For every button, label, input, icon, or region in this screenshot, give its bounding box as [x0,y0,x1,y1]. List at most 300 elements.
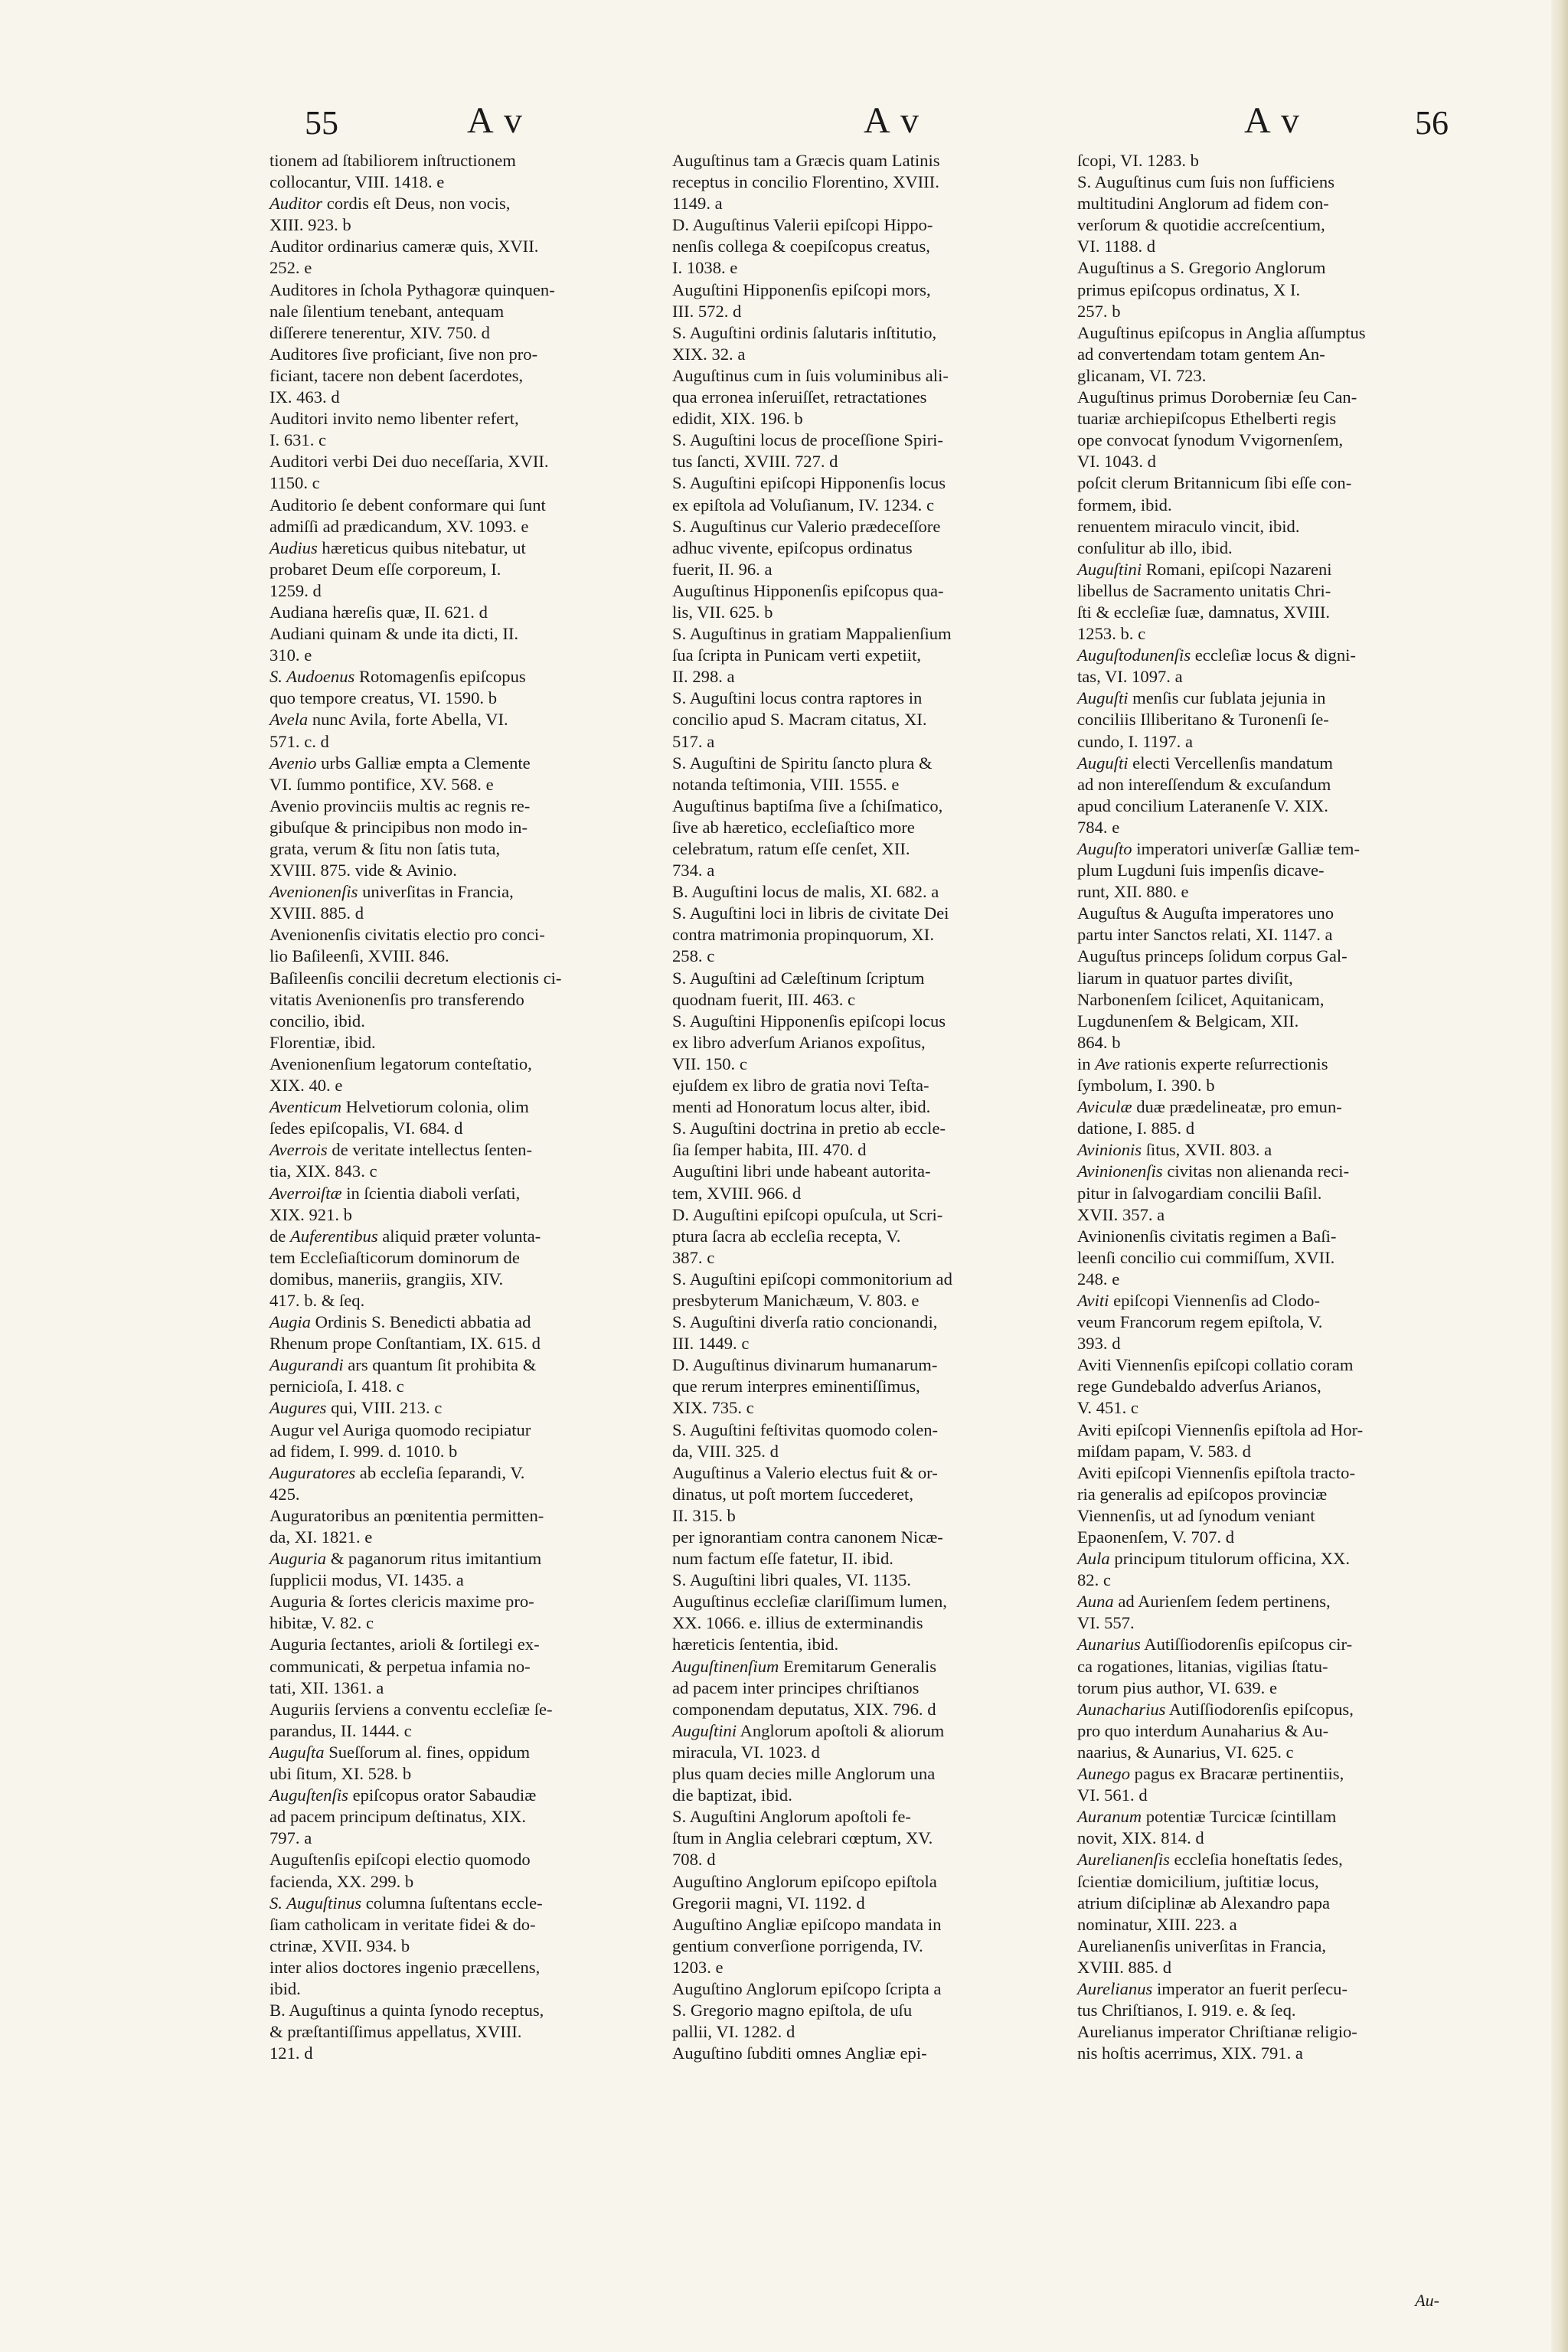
index-entry-line: Auguſtinus epiſcopus in Anglia aſſumptus [1077,322,1366,342]
index-entry [270,1699,666,1742]
index-entry-line: menti ad Honoratum locus alter, ibid. [672,1097,931,1117]
index-entry-line: Auguria ſectantes, arioli & ſortilegi ex- [270,1635,540,1655]
index-entry-line: S. Auguſtini epiſcopi commonitorium ad [672,1269,952,1289]
index-entry-line: conciliis Illiberitano & Turonenſi ſe- [1077,710,1329,730]
index-entry [270,666,666,709]
index-entry-line: nale ſilentium tenebant, antequam [270,301,505,321]
index-keyword: Auguſtini [1077,559,1142,579]
catchword: Au- [1415,2291,1439,2310]
index-entry-line: tus Chriſtianos, I. 919. e. & ſeq. [1077,2001,1296,2020]
index-entry-line: S. Gregorio magno epiſtola, de uſu [672,2001,913,2020]
index-entry-line: Aunarius Autiſſiodorenſis epiſcopus cir- [1077,1635,1353,1655]
index-entry-line: Viennenſis, ut ad ſynodum veniant [1077,1505,1315,1525]
index-entry-line: plus quam decies mille Anglorum una [672,1764,936,1784]
index-entry-line: notanda teſtimonia, VIII. 1555. e [672,774,900,794]
index-entry-line: V. 451. c [1077,1398,1138,1418]
index-entry [672,1419,1070,1462]
index-entry [672,214,1070,279]
index-entry-line: Auguſtinus baptiſma ſive a ſchiſmatico, [672,795,943,815]
index-entry-line: tia, XIX. 843. c [270,1161,377,1181]
index-entry-line: III. 1449. c [672,1334,750,1354]
index-keyword: Auditor [270,194,323,214]
index-entry [270,1054,666,1096]
index-entry-line: Audiani quinam & unde ita dicti, II. [270,624,519,644]
index-keyword: Aunacharius [1077,1699,1166,1719]
index-entry-line: ſive ab hæretico, eccleſiaſtico more [672,817,915,837]
index-entry-line: primus epiſcopus ordinatus, X I. [1077,279,1301,299]
index-entry-line: ca rogationes, litanias, vigilias ſtatu- [1077,1656,1328,1676]
index-entry-line: Avinionenſis civitas non alienanda reci- [1077,1161,1350,1181]
index-entry-line: concilio apud S. Macram citatus, XI. [672,710,927,730]
index-entry [1077,1419,1475,1462]
index-entry [672,1570,1070,1591]
index-entry-line: 864. b [1077,1032,1121,1052]
index-entry-line: XIX. 921. b [270,1204,352,1224]
index-keyword: Averrois [270,1140,328,1160]
index-entry-line: Audius hæreticus quibus nitebatur, ut [270,537,526,557]
index-entry [1077,1054,1475,1096]
index-keyword: Averroiſtæ [270,1183,342,1203]
index-entry-line: leenſi concilio cui commiſſum, XVII. [1077,1247,1335,1267]
index-entry-line: S. Auguſtini Hipponenſis epiſcopi locus [672,1011,946,1031]
index-entry [672,1075,1070,1118]
index-entry-line: D. Auguſtinus divinarum humanarum- [672,1355,938,1375]
index-entry-line: 248. e [1077,1269,1120,1289]
index-entry-line: vitatis Avenionenſis pro transferendo [270,989,524,1009]
index-entry [270,451,666,494]
index-entry [672,1591,1070,1655]
index-entry-line: S. Auguſtinus cum ſuis non ſufficiens [1077,172,1334,192]
index-entry [672,1269,1070,1312]
index-entry-line: tem Eccleſiaſticorum dominorum de [270,1247,520,1267]
index-entry-line: tem, XVIII. 966. d [672,1183,802,1203]
index-entry [672,1312,1070,1354]
index-entry [270,279,666,344]
index-entry-line: poſcit clerum Britannicum ſibi eſſe con- [1077,473,1352,493]
index-entry-line: Avenionenſis civitatis electio pro conci- [270,925,545,945]
index-entry-line: Audiana hæreſis quæ, II. 621. d [270,602,488,622]
index-entry-line: II. 315. b [672,1505,736,1525]
index-keyword: Auranum [1077,1807,1142,1827]
index-keyword: Auguſti [1077,688,1129,708]
index-entry-line: hæreticis ſententia, ibid. [672,1635,839,1655]
index-entry-line: D. Auguſtini epiſcopi opuſcula, ut Scri- [672,1204,943,1224]
index-entry-line: pallii, VI. 1282. d [672,2022,795,2042]
index-entry [1077,645,1475,688]
index-entry [270,495,666,537]
index-entry-line: IX. 463. d [270,387,340,407]
index-entry-line: XIII. 923. b [270,215,351,235]
index-entry-line: nominatur, XIII. 223. a [1077,1914,1237,1934]
index-entry-line: pro quo interdum Aunaharius & Au- [1077,1720,1329,1740]
index-entry-line: S. Audoenus Rotomagenſis epiſcopus [270,667,526,687]
index-entry-line: conſulitur ab illo, ibid. [1077,537,1233,557]
index-entry [1077,322,1475,387]
index-entry-line: lis, VII. 625. b [672,602,773,622]
index-entry [672,1118,1070,1161]
index-column-1 [270,150,666,2064]
index-entry-line: Rhenum prope Conſtantiam, IX. 615. d [270,1334,541,1354]
index-entry [1077,1548,1475,1591]
index-entry [270,1462,666,1505]
index-entry-line: qua erronea inſeruiſſet, retractationes [672,387,927,407]
index-entry-line: ſiam catholicam in veritate fidei & do- [270,1914,536,1934]
index-entry-line: libellus de Sacramento unitatis Chri- [1077,580,1331,600]
index-entry-line: S. Auguſtini libri quales, VI. 1135. [672,1570,911,1590]
index-entry [1077,1096,1475,1139]
index-entry [270,1957,666,2000]
index-entry [1077,1462,1475,1548]
index-entry-line: VI. ſummo pontifice, XV. 568. e [270,774,494,794]
index-entry-line: torum pius author, VI. 639. e [1077,1677,1277,1697]
index-entry [270,1096,666,1139]
index-entry [1077,516,1475,537]
index-entry-line: admiſſi ad prædicandum, XV. 1093. e [270,516,529,536]
index-entry-line: Augia Ordinis S. Benedicti abbatia ad [270,1312,531,1332]
index-entry-line: ſua ſcripta in Punicam verti expetiit, [672,645,922,665]
index-entry [1077,1139,1475,1161]
index-entry [672,881,1070,903]
index-entry-line: I. 1038. e [672,258,738,278]
index-entry [672,472,1070,515]
index-entry-line: que rerum interpres eminentiſſimus, [672,1377,920,1396]
index-entry-line: XVIII. 885. d [270,903,364,923]
index-entry [270,1591,666,1634]
index-entry [270,193,666,236]
index-entry-line: Auguſtinus a Valerio electus fuit & or- [672,1462,938,1482]
index-entry-line: inter alios doctores ingenio præcellens, [270,1957,541,1977]
index-entry-line: 571. c. d [270,731,329,751]
index-entry-line: Auguſti electi Vercellenſis mandatum [1077,753,1334,773]
index-entry-line: 310. e [270,645,312,665]
index-entry [672,516,1070,580]
index-keyword: Auguſti [1077,753,1129,773]
index-entry-line: veum Francorum regem epiſtola, V. [1077,1312,1323,1332]
index-entry-line: VI. 1043. d [1077,452,1156,472]
index-entry-line: Auguſtinus cum in ſuis voluminibus ali- [672,365,949,385]
index-entry [672,1354,1070,1419]
index-entry [1077,1354,1475,1419]
index-entry [270,236,666,279]
index-entry-line: Aurelianus imperator an fuerit perſecu- [1077,1978,1348,1998]
index-entry [1077,1226,1475,1290]
index-entry-line: 82. c [1077,1570,1111,1590]
index-entry-line: diſſerere tenerentur, XIV. 750. d [270,322,490,342]
index-entry [1077,257,1475,322]
index-entry-line: Auguſtino Angliæ epiſcopo mandata in [672,1914,942,1934]
index-entry-line: Auguſtinus Hipponenſis epiſcopus qua- [672,580,944,600]
index-entry-line: Aula principum titulorum officina, XX. [1077,1549,1351,1569]
index-entry-line: Avenionenſis univerſitas in Francia, [270,882,514,902]
index-entry [1077,1699,1475,1763]
index-entry-line: grata, verum & ſitu non ſatis tuta, [270,839,501,858]
index-entry-line: ſcopi, VI. 1283. b [1077,151,1199,170]
index-entry-line: Auditor cordis eſt Deus, non vocis, [270,194,511,214]
index-entry-line: Auguratoribus an pœnitentia permitten- [270,1505,544,1525]
index-entry-line: Florentiæ, ibid. [270,1032,376,1052]
index-entry [672,1978,1070,2043]
index-entry-line: pitur in ſalvogardiam concilii Baſil. [1077,1183,1322,1203]
index-entry-line: S. Auguſtini Anglorum apoſtoli fe- [672,1807,911,1827]
index-entry-line: facienda, XX. 299. b [270,1871,414,1891]
index-entry-line: parandus, II. 1444. c [270,1720,412,1740]
index-entry-line: quo tempore creatus, VI. 1590. b [270,688,497,708]
index-entry-line: Aunacharius Autiſſiodorenſis epiſcopus, [1077,1699,1354,1719]
index-entry-line: cundo, I. 1197. a [1077,731,1194,751]
index-entry-line: tati, XII. 1361. a [270,1677,384,1697]
index-entry-line: VI. 557. [1077,1613,1135,1633]
index-entry [672,150,1070,214]
index-entry-line: Auguſta Sueſſorum al. fines, oppidum [270,1742,531,1762]
index-entry-line: communicati, & perpetua infamia no- [270,1656,531,1676]
index-entry-line: Auguſtino Anglorum epiſcopo epiſtola [672,1871,937,1891]
index-entry-line: novit, XIX. 814. d [1077,1828,1204,1848]
index-entry-line: VI. 1188. d [1077,237,1156,256]
index-keyword: Audius [270,537,318,557]
index-entry-line: B. Auguſtinus a quinta ſynodo receptus, [270,2001,544,2020]
index-keyword: Aurelianus [1077,1978,1153,1998]
index-entry-line: componendam deputatus, XIX. 796. d [672,1699,936,1719]
index-entry-line: Avenionenſium legatorum conteſtatio, [270,1054,532,1073]
index-keyword: Avenionenſis [270,882,358,902]
index-entry-line: Avinionis ſitus, XVII. 803. a [1077,1140,1272,1160]
index-entry [672,2043,1070,2064]
index-keyword: Augures [270,1398,327,1418]
index-entry-line: Auguria & ſortes clericis maxime pro- [270,1592,534,1612]
index-entry [672,968,1070,1011]
index-entry-line: num factum eſſe fatetur, II. ibid. [672,1549,893,1569]
index-keyword: Auna [1077,1592,1114,1612]
index-entry-line: XIX. 40. e [270,1076,343,1096]
index-entry [1077,1978,1475,2021]
index-entry-line: Avenio provinciis multis ac regnis re- [270,795,531,815]
index-keyword: Auguſtodunenſis [1077,645,1191,665]
index-keyword: Avela [270,710,309,730]
index-entry-line: Aviti Viennenſis epiſcopi collatio coram [1077,1355,1354,1375]
index-entry-line: S. Auguſtinus columna ſuſtentans eccle- [270,1893,543,1913]
index-entry [270,623,666,666]
index-entry-line: ibid. [270,1978,301,1998]
index-entry-line: ad pacem inter principes chriſtianos [672,1677,920,1697]
index-entry-line: Aurelianenſis eccleſia honeſtatis ſedes, [1077,1850,1343,1870]
index-entry-line: edidit, XIX. 196. b [672,409,803,429]
index-entry [270,795,666,881]
index-entry-line: Averrois de veritate intellectus ſenten- [270,1140,532,1160]
index-keyword: Augurandi [270,1355,344,1375]
index-entry-line: ex epiſtola ad Voluſianum, IV. 1234. c [672,495,935,514]
index-entry-line: pernicioſa, I. 418. c [270,1377,404,1396]
index-entry-line: ſedes epiſcopalis, VI. 684. d [270,1119,463,1138]
index-entry [270,344,666,408]
page-number-left: 55 [305,104,338,142]
index-entry-line: 387. c [672,1247,715,1267]
index-keyword: Aula [1077,1549,1110,1569]
index-entry-line: ad fidem, I. 999. d. 1010. b [270,1441,458,1461]
index-entry-line: 734. a [672,861,715,880]
index-entry [270,968,666,1054]
index-entry-line: de Auferentibus aliquid præter volunta- [270,1226,541,1246]
index-keyword: S. Auguſtinus [270,1893,362,1913]
index-entry-line: tuariæ archiepiſcopus Ethelberti regis [1077,409,1337,429]
index-entry-line: receptus in concilio Florentino, XVIII. [672,172,939,192]
index-entry [270,1312,666,1354]
index-entry [672,1763,1070,1806]
index-keyword: Aviculæ [1077,1097,1132,1117]
index-keyword: Avinionenſis [1077,1161,1163,1181]
index-entry-line: XVIII. 885. d [1077,1957,1171,1977]
index-entry-line: ſcientiæ domicilium, juſtitiæ locus, [1077,1871,1319,1891]
index-entry-line: S. Auguſtini locus contra raptores in [672,688,923,708]
index-entry-line: contra matrimonia propinquorum, XI. [672,925,934,945]
index-keyword: Auguſta [270,1742,325,1762]
index-keyword: Avenio [270,753,317,773]
index-entry-line: Epaonenſem, V. 707. d [1077,1527,1234,1547]
index-entry-line: Auguſtini Anglorum apoſtoli & aliorum [672,1720,945,1740]
index-entry-line: S. Auguſtinus in gratiam Mappalienſium [672,624,952,644]
index-entry [1077,1161,1475,1225]
index-entry [672,903,1070,967]
index-entry-line: Aunego pagus ex Bracaræ pertinentiis, [1077,1764,1344,1784]
index-entry-line: ad non intereſſendum & excuſandum [1077,774,1331,794]
index-entry-line: XVIII. 875. vide & Avinio. [270,861,457,880]
index-entry [672,1914,1070,1978]
index-entry [270,2000,666,2064]
index-entry-line: 393. d [1077,1334,1121,1354]
index-entry-line: runt, XII. 880. e [1077,882,1189,902]
index-entry-line: Auguſtino Anglorum epiſcopo ſcripta a [672,1978,942,1998]
index-entry-line: Auguria & paganorum ritus imitantium [270,1549,542,1569]
index-entry-line: nenſis collega & coepiſcopus creatus, [672,237,930,256]
index-entry-line: XX. 1066. e. illius de exterminandis [672,1613,923,1633]
index-entry-line: 121. d [270,2043,313,2063]
index-entry-line: & præſtantiſſimus appellatus, XVIII. [270,2022,522,2042]
index-entry-line: liarum in quatuor partes diviſit, [1077,968,1293,988]
index-entry-line: adhuc vivente, epiſcopus ordinatus [672,537,913,557]
index-entry [270,1226,666,1312]
index-entry-line: S. Auguſtini ordinis ſalutaris inſtitutio, [672,322,937,342]
index-entry-line: miracula, VI. 1023. d [672,1742,820,1762]
index-entry-line: gibuſque & principibus non modo in- [270,817,528,837]
index-entry [270,1354,666,1397]
index-entry-line: Auguratores ab eccleſia ſeparandi, V. [270,1462,525,1482]
index-entry-line: S. Auguſtini loci in libris de civitate Dei [672,903,949,923]
index-entry [1077,387,1475,472]
index-keyword: S. Audoenus [270,667,355,687]
index-entry-line: 1253. b. c [1077,624,1146,644]
index-entry-line: Aurelianenſis univerſitas in Francia, [1077,1936,1327,1955]
index-entry-line: Lugdunenſem & Belgicam, XII. [1077,1011,1299,1031]
index-entry-line: ctrinæ, XVII. 934. b [270,1936,410,1955]
index-keyword: Aunego [1077,1764,1131,1784]
running-head-right: A v [1244,100,1302,141]
index-entry [1077,1591,1475,1634]
index-keyword: Auguſto [1077,839,1132,858]
index-entry-line: Auguſtinus tam a Græcis quam Latinis [672,151,940,170]
index-entry-line: ſti & eccleſiæ ſuæ, damnatus, XVIII. [1077,602,1331,622]
index-entry-line: 257. b [1077,301,1121,321]
index-keyword: Aurelianenſis [1077,1850,1170,1870]
index-entry-line: Auna ad Aurienſem ſedem pertinens, [1077,1592,1331,1612]
index-entry [672,365,1070,430]
index-entry-line: partu inter Sanctos relati, XI. 1147. a [1077,925,1333,945]
index-entry-line: glicanam, VI. 723. [1077,365,1207,385]
index-entry [672,753,1070,795]
index-entry-line: 425. [270,1484,300,1504]
index-entry-line: VII. 150. c [672,1054,747,1073]
index-entry-line: D. Auguſtinus Valerii epiſcopi Hippo- [672,215,933,235]
index-entry-line: Baſileenſis concilii decretum electionis ci- [270,968,562,988]
index-entry-line: Aurelianus imperator Chriſtianæ religio- [1077,2022,1357,2042]
index-entry [672,795,1070,881]
index-entry [1077,1634,1475,1698]
index-entry-line: Auguſtus princeps ſolidum corpus Gal- [1077,946,1348,966]
index-entry-line: per ignorantiam contra canonem Nicæ- [672,1527,943,1547]
index-keyword: Ave [1095,1054,1120,1073]
index-entry [270,1849,666,1892]
index-entry-line: XVII. 357. a [1077,1204,1165,1224]
index-keyword: Auguſtenſis [270,1785,348,1805]
index-entry-line: Avela nunc Avila, forte Abella, VI. [270,710,508,730]
index-keyword: Auferentibus [289,1226,378,1246]
index-entry [270,1183,666,1226]
index-entry-line: S. Auguſtinus cur Valerio prædeceſſore [672,516,941,536]
index-entry-line: 252. e [270,258,312,278]
index-keyword: Auguſtini [672,1720,737,1740]
index-entry-line: ejuſdem ex libro de gratia novi Teſta- [672,1076,929,1096]
index-entry [270,1139,666,1182]
index-column-3 [1077,150,1475,2064]
page-number-right: 56 [1415,104,1449,142]
index-entry [270,753,666,795]
index-entry [270,1785,666,1849]
index-entry-line: lio Baſileenſi, XVIII. 846. [270,946,449,966]
index-entry-line: tas, VI. 1097. a [1077,667,1183,687]
index-entry [672,430,1070,472]
index-entry-line: Aventicum Helvetiorum colonia, olim [270,1097,529,1117]
index-entry [270,408,666,451]
index-entry-line: ubi ſitum, XI. 528. b [270,1764,412,1784]
index-entry-line: S. Auguſtini locus de proceſſione Spiri- [672,430,943,450]
index-entry-line: I. 631. c [270,430,327,450]
index-entry-line: presbyterum Manichæum, V. 803. e [672,1290,920,1310]
index-entry-line: ria generalis ad epiſcopos provinciæ [1077,1484,1328,1504]
index-entry [672,1204,1070,1269]
index-keyword: Auguratores [270,1462,356,1482]
index-entry-line: ficiant, tacere non debent ſacerdotes, [270,365,524,385]
index-keyword: Avinionis [1077,1140,1142,1160]
index-entry-line: tionem ad ſtabiliorem inſtructionem [270,151,516,170]
index-entry-line: collocantur, VIII. 1418. e [270,172,445,192]
index-entry-line: da, XI. 1821. e [270,1527,373,1547]
index-entry-line: atrium diſciplinæ ab Alexandro papa [1077,1893,1331,1913]
index-entry-line: celebratum, ratum eſſe cenſet, XII. [672,839,910,858]
index-entry [1077,1936,1475,1978]
index-entry-line: 708. d [672,1850,716,1870]
index-entry-line: Narbonenſem ſcilicet, Aquitanicam, [1077,989,1325,1009]
index-entry [270,709,666,752]
index-entry [1077,946,1475,1053]
index-entry [270,602,666,623]
index-entry-line: Auditorio ſe debent conformare qui ſunt [270,495,546,514]
index-entry [672,1806,1070,1870]
index-entry-line: II. 298. a [672,667,735,687]
index-entry-line: ſtum in Anglia celebrari cœptum, XV. [672,1828,933,1848]
index-entry-line: 258. c [672,946,715,966]
index-entry-line: ſymbolum, I. 390. b [1077,1076,1215,1096]
index-keyword: Aventicum [270,1097,342,1117]
index-column-2 [672,150,1070,2064]
index-entry-line: 1203. e [672,1957,724,1977]
